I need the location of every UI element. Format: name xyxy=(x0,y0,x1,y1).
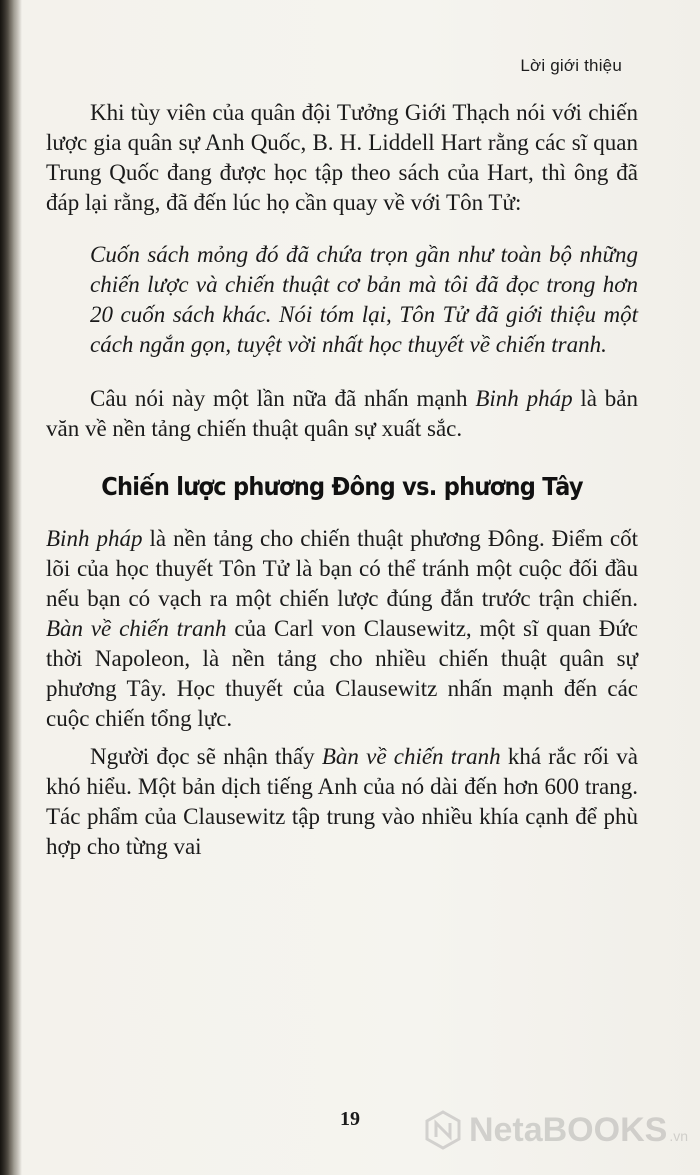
paragraph-3-text-b: của Carl von Clausewitz, một sĩ quan Đức thời Napoleon, là nền tảng cho nhiều chiến thuật quân sự phương Tây. Học thuyết của Clausewitz nhấn mạnh đến các cuộc chiến tổng lực. xyxy=(46,616,638,731)
watermark-brand: NetaBOOKS xyxy=(468,1110,668,1149)
book-title-binh-phap: Binh pháp xyxy=(46,526,143,551)
spine-shadow xyxy=(0,0,22,1175)
paragraph-4-text-a: Người đọc sẽ nhận thấy xyxy=(90,744,322,769)
paragraph-3 xyxy=(46,524,638,734)
block-quote: Cuốn sách mỏng đó đã chứa trọn gần như toàn bộ những chiến lược và chiến thuật cơ bản mà tôi đã đọc trong hơn 20 cuốn sách khác. Nói tóm lại, Tôn Tử đã giới thiệu một cách ngắn gọn, tuyệt vời nhất học thuyết về chiến tranh. xyxy=(90,242,638,357)
paragraph-4-text-b: khá rắc rối và khó hiểu. Một bản dịch tiếng Anh của nó dài đến hơn 600 trang. Tác phẩm của Clausewitz tập trung vào nhiều khía cạnh để phù hợp cho từng vai xyxy=(46,744,638,859)
book-title-ban-ve-chien-tranh: Bàn về chiến tranh xyxy=(46,616,227,641)
netabooks-logo-icon xyxy=(423,1110,463,1150)
paragraph-3-text-a: là nền tảng cho chiến thuật phương Đông. Điểm cốt lõi của học thuyết Tôn Tử là bạn có thể tránh một cuộc đối đầu nếu bạn có vạch ra một chiến lược đúng đắn trước trận chiến. xyxy=(46,526,638,611)
watermark-suffix: .vn xyxy=(669,1128,688,1144)
paragraph-4 xyxy=(46,742,638,862)
paragraph-2-text-a: Câu nói này một lần nữa đã nhấn mạnh xyxy=(90,386,476,411)
paragraph-2 xyxy=(46,384,638,444)
section-heading: Chiến lược phương Đông vs. phương Tây xyxy=(101,472,583,501)
book-title-ban-ve-chien-tranh: Bàn về chiến tranh xyxy=(321,744,501,769)
book-title-binh-phap: Binh pháp xyxy=(475,386,573,411)
paragraph-1: Khi tùy viên của quân đội Tưởng Giới Thạch nói với chiến lược gia quân sự Anh Quốc, B. H. Liddell Hart rằng các sĩ quan Trung Quốc đang được học tập theo sách của Hart, thì ông đã đáp lại rằng, đã đến lúc họ cần quay về với Tôn Tử: xyxy=(46,100,638,215)
body-text xyxy=(46,98,638,862)
paragraph-2-text-b: là bản văn về nền tảng chiến thuật quân sự xuất sắc. xyxy=(46,386,638,441)
running-head: Lời giới thiệu xyxy=(520,56,622,75)
watermark xyxy=(423,1110,688,1150)
page-number: 19 xyxy=(340,1108,360,1130)
